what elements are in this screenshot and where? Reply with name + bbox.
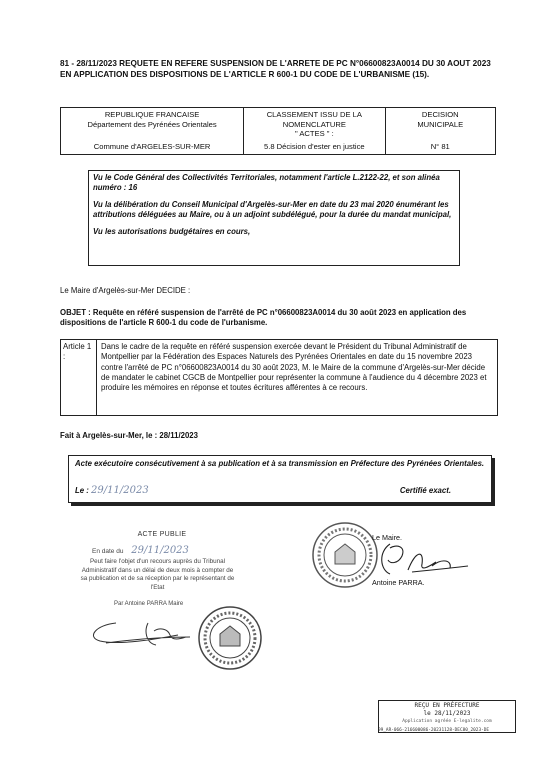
date-label: En date du xyxy=(92,548,124,555)
objet: OBJET : Requête en référé suspension de l'arrêté de PC n°06600823A0014 du 30 août 2023 en application des dispositions de l'article R 600-1 du code de l'urbanisme. xyxy=(60,308,467,327)
signature-left xyxy=(86,615,196,655)
acte-publie-date xyxy=(92,545,189,556)
handwritten-date: 29/11/2023 xyxy=(131,545,189,556)
recu-line1: REÇU EN PRÉFECTURE xyxy=(414,702,480,709)
header-decision-cell xyxy=(386,108,496,154)
header-table xyxy=(60,107,496,155)
classement-line1: CLASSEMENT ISSU DE LA xyxy=(266,110,362,119)
decision-line1: DECISION xyxy=(421,110,459,119)
le-label: Le : xyxy=(75,486,89,495)
recu-line3: Application agréée E-legalite.com xyxy=(402,719,492,724)
mairie-seal-right xyxy=(310,520,380,590)
recours-text: Peut faire l'objet d'un recours auprès du Tribunal Administratif dans un délai de deux mois à compter de sa publication et de sa réception par le représentant de l'Etat xyxy=(80,558,235,591)
maire-name: Antoine PARRA. xyxy=(372,578,425,587)
le-maire-label: Le Maire. xyxy=(372,533,402,542)
mairie-seal-left xyxy=(196,604,264,672)
executoire-date-row xyxy=(75,486,149,496)
commune-label: Commune d'ARGELES-SUR-MER xyxy=(93,142,211,152)
visas-box xyxy=(88,170,460,266)
recu-line2: le 28/11/2023 xyxy=(423,710,471,717)
classement-line2: NOMENCLATURE xyxy=(282,119,346,129)
par-maire: Par Antoine PARRA Maire xyxy=(114,601,184,607)
article-table xyxy=(60,339,498,416)
acte-publie-title: ACTE PUBLIE xyxy=(137,531,187,538)
executoire-text: Acte exécutoire consécutivement à sa publication et à sa transmission en Préfecture des Pyrénées Orientales. xyxy=(75,459,485,468)
certifie-exact: Certifié exact. xyxy=(399,486,451,495)
article-label: Article 1 : xyxy=(61,340,97,415)
republique-label: REPUBLIQUE FRANCAISE xyxy=(104,110,200,119)
header-commune-cell xyxy=(61,108,244,154)
article-text: Dans le cadre de la requête en référé suspension exercée devant le Président du Tribunal Administratif de Montpellier par la Fédération des Espaces Naturels des Pyrénées Orientales en date du 15 novembre 2023 contre l'arrêté de PC n°06600823A0014 du 30 août 2023, M. le Maire de la commune d'Argelès-sur-Mer décide de mandater le cabinet CGCB de Montpellier pour représenter la commune à l'audience du 4 décembre 2023 et produire les mémoires en réponse et toutes écritures afférentes à ce recours. xyxy=(101,342,487,393)
document-title: 81 - 28/11/2023 REQUETE EN REFERE SUSPENSION DE L'ARRETE DE PC N°06600823A0014 DU 30 AOUT 2023 EN APPLICATION DES DISPOSITIONS DE L'ARTICLE R 600-1 DU CODE DE L'URBANISME (15). xyxy=(60,59,491,79)
recu-code: 99_AR-066-216600086-20231128-DEC80_2023-DE xyxy=(378,728,490,733)
visa-item: Vu les autorisations budgétaires en cours, xyxy=(93,227,251,236)
fait-a: Fait à Argelès-sur-Mer, le : 28/11/2023 xyxy=(60,431,198,440)
classement-line3: " ACTES " : xyxy=(294,129,334,139)
classement-value: 5.8 Décision d'ester en justice xyxy=(264,142,365,152)
signature-right xyxy=(372,540,472,580)
handwritten-date: 29/11/2023 xyxy=(91,485,149,496)
departement-label: Département des Pyrénées Orientales xyxy=(87,119,217,129)
decision-number: N° 81 xyxy=(430,142,450,152)
decision-line2: MUNICIPALE xyxy=(417,119,464,129)
visa-item: Vu la délibération du Conseil Municipal d'Argelès-sur-Mer en date du 23 mai 2020 énumérant les attributions déléguées au Maire, ou à un adjoint subdélégué, pour la durée du mandat municipal, xyxy=(93,200,452,219)
header-classement-cell xyxy=(244,108,385,154)
visa-item: Vu le Code Général des Collectivités Territoriales, notamment l'article L.2122-22, et son alinéa numéro : 16 xyxy=(93,173,440,192)
executoire-box xyxy=(68,455,492,503)
maire-decide: Le Maire d'Argelès-sur-Mer DECIDE : xyxy=(60,286,191,295)
